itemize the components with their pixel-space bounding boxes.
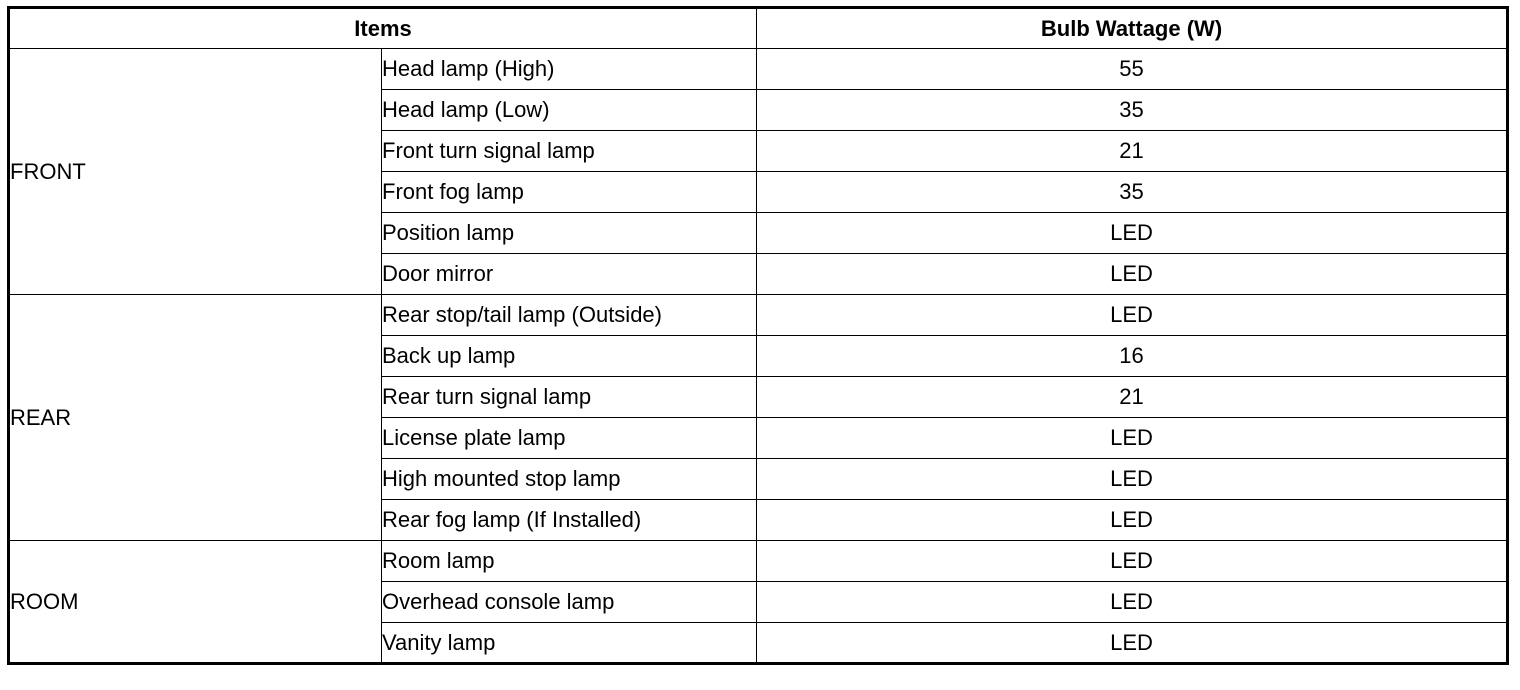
item-name: Rear fog lamp (If Installed) — [382, 500, 757, 541]
item-wattage: 35 — [757, 90, 1508, 131]
item-wattage: LED — [757, 459, 1508, 500]
wattage-column-header: Bulb Wattage (W) — [757, 8, 1508, 49]
item-name: High mounted stop lamp — [382, 459, 757, 500]
item-wattage: LED — [757, 213, 1508, 254]
item-name: Vanity lamp — [382, 623, 757, 664]
item-wattage: 16 — [757, 336, 1508, 377]
item-name: Back up lamp — [382, 336, 757, 377]
item-wattage: 21 — [757, 131, 1508, 172]
table-header-row — [9, 8, 1508, 49]
item-name: Head lamp (High) — [382, 49, 757, 90]
item-wattage: LED — [757, 295, 1508, 336]
item-name: Head lamp (Low) — [382, 90, 757, 131]
item-wattage: LED — [757, 254, 1508, 295]
item-wattage: 55 — [757, 49, 1508, 90]
bulb-wattage-table-container — [7, 6, 1509, 665]
item-name: Overhead console lamp — [382, 582, 757, 623]
item-name: Position lamp — [382, 213, 757, 254]
item-name: Room lamp — [382, 541, 757, 582]
group-label-rear: REAR — [9, 295, 382, 541]
item-wattage: LED — [757, 623, 1508, 664]
item-name: Front turn signal lamp — [382, 131, 757, 172]
item-wattage: LED — [757, 418, 1508, 459]
item-wattage: LED — [757, 500, 1508, 541]
items-column-header: Items — [9, 8, 757, 49]
group-label-front: FRONT — [9, 49, 382, 295]
item-wattage: LED — [757, 541, 1508, 582]
table-row — [9, 49, 1508, 90]
bulb-wattage-table — [7, 6, 1509, 665]
group-label-room: ROOM — [9, 541, 382, 664]
item-name: Rear stop/tail lamp (Outside) — [382, 295, 757, 336]
item-name: Door mirror — [382, 254, 757, 295]
item-name: License plate lamp — [382, 418, 757, 459]
item-name: Front fog lamp — [382, 172, 757, 213]
item-wattage: 21 — [757, 377, 1508, 418]
item-wattage: LED — [757, 582, 1508, 623]
item-name: Rear turn signal lamp — [382, 377, 757, 418]
table-row — [9, 541, 1508, 582]
table-row — [9, 295, 1508, 336]
item-wattage: 35 — [757, 172, 1508, 213]
